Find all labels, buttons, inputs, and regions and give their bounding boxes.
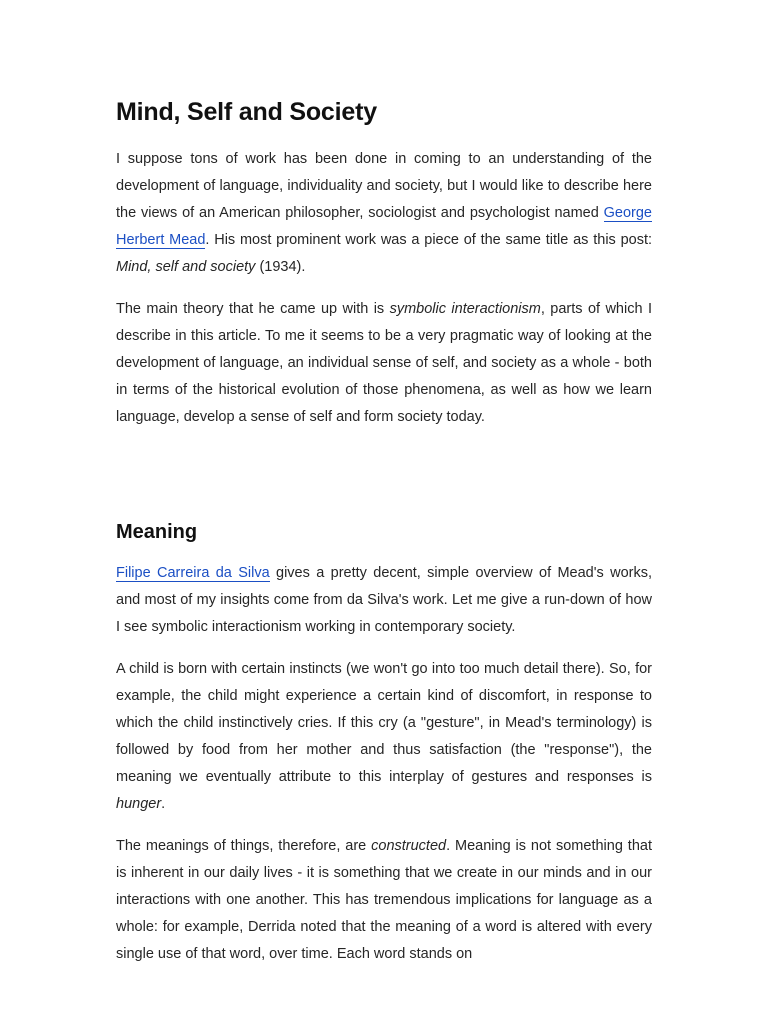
paragraph-theory <box>116 296 652 431</box>
emphasis-constructed: constructed <box>371 838 447 854</box>
link-filipe-carreira-da-silva[interactable]: Filipe Carreira da Silva <box>116 565 270 581</box>
emphasis-book-title: Mind, self and society <box>116 259 256 275</box>
paragraph-text: , parts of which I describe in this article. To me it seems to be a very pragmatic way of looking at the development of language, an individual sense of self, and society as a whole - both in terms of the historical evolution of those phenomena, as well as how we learn language, develop a sense of self and form society today. <box>116 301 652 425</box>
paragraph-text: . Meaning is not something that is inherent in our daily lives - it is something that we create in our minds and in our interactions with one another. This has tremendous implications for language as a whole: for example, Derrida noted that the meaning of a word is altered with every single use of that word, over time. Each word stands on <box>116 838 652 962</box>
paragraph-text: The main theory that he came up with is <box>116 301 390 317</box>
emphasis-symbolic-interactionism: symbolic interactionism <box>389 301 541 317</box>
paragraph-child-example <box>116 656 652 818</box>
paragraph-constructed-meaning <box>116 833 652 968</box>
emphasis-hunger: hunger <box>116 796 162 812</box>
paragraph-text: I suppose tons of work has been done in coming to an understanding of the development of language, individuality and society, but I would like to describe here the views of an American philosopher, sociologist and psychologist named <box>116 151 652 221</box>
paragraph-text: The meanings of things, therefore, are <box>116 838 372 854</box>
paragraph-text: . His most prominent work was a piece of the same title as this post: <box>205 232 653 248</box>
paragraph-overview <box>116 560 652 641</box>
section-heading-meaning: Meaning <box>116 521 198 543</box>
link-george-herbert-mead[interactable]: George Herbert Mead <box>116 205 652 248</box>
paragraph-text: (1934). <box>255 259 306 275</box>
paragraph-text: gives a pretty decent, simple overview of Mead's works, and most of my insights come from da Silva's work. Let me give a run-down of how I see symbolic interactionism working in contemporary society. <box>116 565 652 635</box>
article-title: Mind, Self and Society <box>116 98 377 126</box>
paragraph-text: . <box>161 796 166 812</box>
paragraph-intro <box>116 146 652 281</box>
paragraph-text: A child is born with certain instincts (we won't go into too much detail there). So, for example, the child might experience a certain kind of discomfort, in response to which the child instinctively cries. If this cry (a "gesture", in Mead's terminology) is followed by food from her mother and thus satisfaction (the "response"), the meaning we eventually attribute to this interplay of gestures and responses is <box>116 661 652 785</box>
